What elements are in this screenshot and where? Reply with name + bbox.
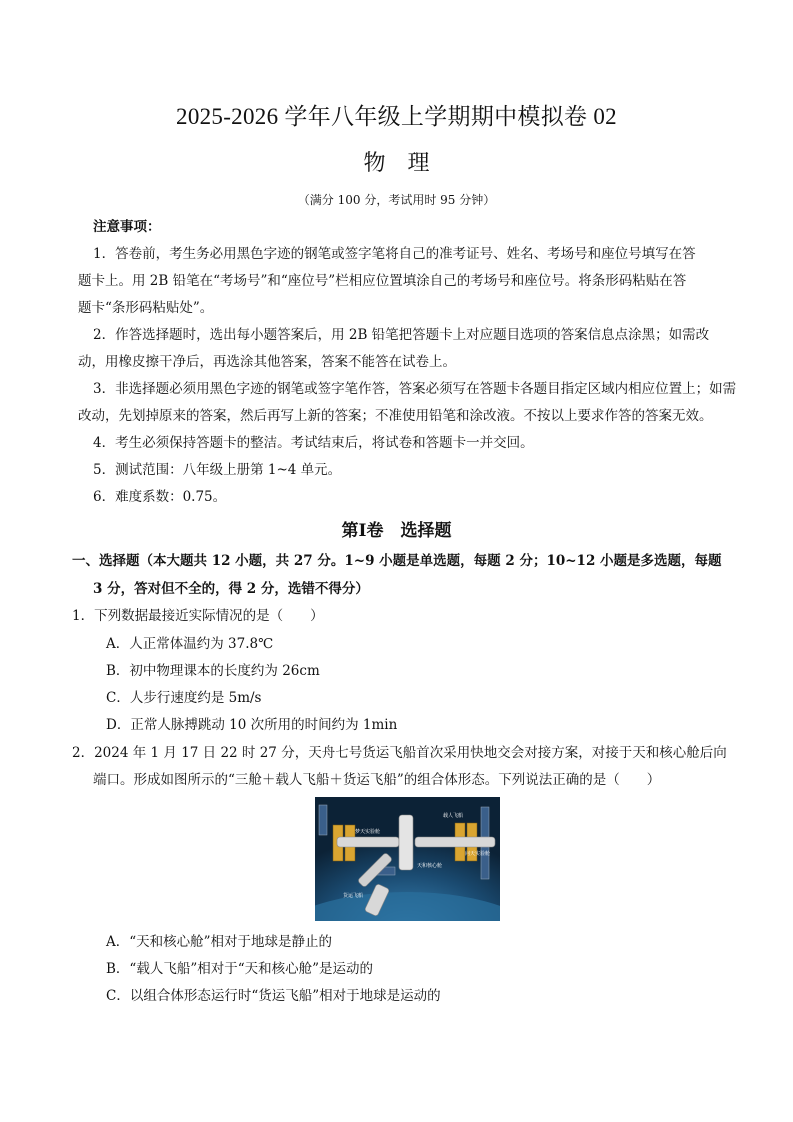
notice-line: 题卡“条形码粘贴处”。 xyxy=(78,300,214,316)
notice-line: 题卡上。用 2B 铅笔在“考场号”和“座位号”栏相应位置填涂自己的考场号和座位号。将条形码粘贴在答 xyxy=(78,273,687,289)
q2-option-c: C．以组合体形态运行时“货运飞船”相对于地球是运动的 xyxy=(106,988,441,1004)
question-1-stem: 1．下列数据最接近实际情况的是（ ） xyxy=(72,608,324,624)
figure-label-wentian: 问天实验舱 xyxy=(465,851,491,857)
figure-label-cargo-ship: 货运飞船 xyxy=(343,893,364,899)
space-station-figure xyxy=(315,797,500,921)
q1-option-b: B．初中物理课本的长度约为 26cm xyxy=(106,663,320,679)
notice-line: 2．作答选择题时，选出每小题答案后，用 2B 铅笔把答题卡上对应题目选项的答案信息点涂黑；如需改 xyxy=(93,327,710,343)
section-title: 第Ⅰ卷 选择题 xyxy=(341,521,452,541)
q2-option-a: A．“天和核心舱”相对于地球是静止的 xyxy=(106,934,333,950)
figure-label-mengtian: 梦天实验舱 xyxy=(355,829,381,835)
subject-title: 物理 xyxy=(363,151,452,176)
question-2-stem: 2．2024 年 1 月 17 日 22 时 27 分，天舟七号货运飞船首次采用快地交会对接方案，对接于天和核心舱后向 xyxy=(72,745,727,761)
notice-line: 改动，先划掉原来的答案，然后再写上新的答案；不准使用铅笔和涂改液。不按以上要求作答的答案无效。 xyxy=(78,408,713,424)
question-2-stem-cont: 端口。形成如图所示的“三舱＋载人飞船＋货运飞船”的组合体形态。下列说法正确的是（ ） xyxy=(93,772,661,788)
page-title: 2025-2026 学年八年级上学期期中模拟卷 02 xyxy=(176,104,617,129)
figure-label-tianhe: 天和核心舱 xyxy=(417,863,443,869)
part-one-instruction-cont: 3 分，答对但不全的，得 2 分，选错不得分） xyxy=(93,581,369,597)
exam-meta: （满分 100 分，考试用时 95 分钟） xyxy=(297,193,496,207)
figure-label-crew-ship: 载人飞船 xyxy=(443,813,464,819)
notice-line: 3．非选择题必须用黑色字迹的钢笔或签字笔作答，答案必须写在答题卡各题目指定区域内相应位置上；如需 xyxy=(93,381,737,397)
q1-option-c: C．人步行速度约是 5m/s xyxy=(106,690,262,706)
notice-line: 5．测试范围：八年级上册第 1~4 单元。 xyxy=(93,462,342,478)
notice-heading: 注意事项： xyxy=(93,219,161,235)
notice-line: 4．考生必须保持答题卡的整洁。考试结束后，将试卷和答题卡一并交回。 xyxy=(93,435,534,451)
part-one-instruction: 一、选择题（本大题共 12 小题，共 27 分。1~9 小题是单选题，每题 2 分；10~12 小题是多选题，每题 xyxy=(72,553,722,569)
q2-option-b: B．“载人飞船”相对于“天和核心舱”是运动的 xyxy=(106,961,374,977)
q1-option-d: D．正常人脉搏跳动 10 次所用的时间约为 1min xyxy=(106,717,398,733)
notice-line: 1．答卷前，考生务必用黑色字迹的钢笔或签字笔将自己的准考证号、姓名、考场号和座位号填写在答 xyxy=(93,246,696,262)
q1-option-a: A．人正常体温约为 37.8℃ xyxy=(106,636,274,652)
notice-line: 6．难度系数：0.75。 xyxy=(93,489,227,505)
notice-line: 动，用橡皮擦干净后，再选涂其他答案，答案不能答在试卷上。 xyxy=(78,354,456,370)
